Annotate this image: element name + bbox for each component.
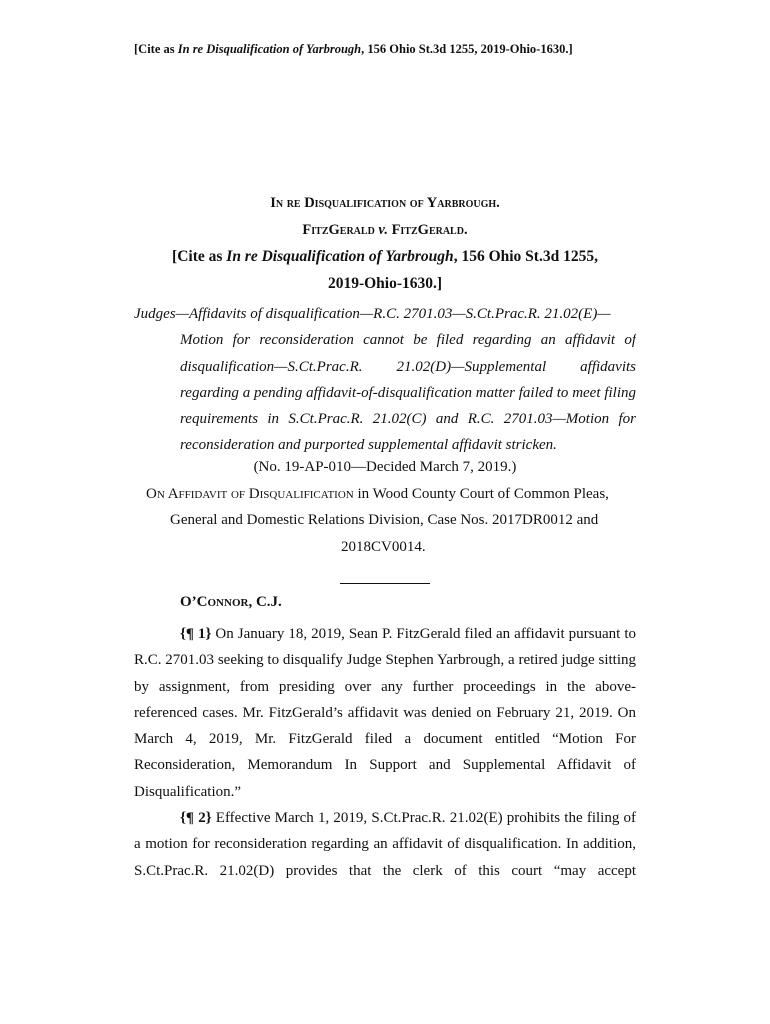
running-head-suffix: , 156 Ohio St.3d 1255, 2019-Ohio-1630.]	[361, 42, 573, 56]
paragraph-1-line: referenced cases. Mr. FitzGerald’s affidavit was denied on February 21, 2019. On	[134, 704, 636, 721]
proceeding-line3: 2018CV0014.	[341, 539, 426, 555]
opinion-author: O’Connor, C.J.	[180, 594, 282, 610]
opinion-body	[134, 621, 636, 884]
case-caption-line1: In re Disqualification of Yarbrough.	[270, 195, 500, 211]
caption-cite-suffix: , 156 Ohio St.3d 1255,	[453, 248, 598, 265]
running-head-prefix: [Cite as	[134, 42, 178, 56]
versus: v.	[378, 222, 388, 238]
syllabus-line: reconsideration and purported supplemental affidavit stricken.	[180, 437, 557, 454]
paragraph-2-line	[134, 805, 636, 831]
syllabus	[134, 301, 636, 459]
paragraph-1-line: Reconsideration, Memorandum In Support and Supplemental Affidavit of	[134, 757, 636, 774]
paragraph-2-line: S.Ct.Prac.R. 21.02(D) provides that the clerk of this court “may accept	[134, 862, 636, 879]
proceeding-type: On Affidavit of Disqualification	[146, 486, 354, 502]
case-caption-parties	[134, 222, 636, 239]
proceeding-line2: General and Domestic Relations Division, Case Nos. 2017DR0012 and	[170, 512, 599, 528]
paragraph-1-line: Disqualification.”	[134, 783, 242, 800]
syllabus-line: Motion for reconsideration cannot be filed regarding an affidavit of	[180, 332, 636, 349]
paragraph-marker: {¶ 2}	[180, 810, 212, 827]
paragraph-1-line: R.C. 2701.03 seeking to disqualify Judge Stephen Yarbrough, a retired judge sitting	[134, 652, 636, 669]
proceeding-court: in Wood County Court of Common Pleas,	[353, 486, 609, 502]
syllabus-line: requirements in S.Ct.Prac.R. 21.02(C) and R.C. 2701.03—Motion for	[180, 411, 636, 428]
running-head-case-name: In re Disqualification of Yarbrough	[177, 42, 362, 56]
paragraph-1-line: by assignment, from presiding over any further proceedings in the above-	[134, 678, 636, 695]
party-a: FitzGerald	[302, 222, 375, 238]
syllabus-line: disqualification—S.Ct.Prac.R. 21.02(D)—Supplemental affidavits	[180, 358, 636, 375]
syllabus-line: regarding a pending affidavit-of-disqualification matter failed to meet filing	[180, 384, 636, 401]
paragraph-text: On January 18, 2019, Sean P. FitzGerald filed an affidavit pursuant to	[211, 626, 636, 642]
proceeding-line1	[146, 486, 609, 503]
paragraph-1-line: March 4, 2019, Mr. FitzGerald filed a document entitled “Motion For	[134, 731, 636, 748]
running-head-citation	[134, 42, 573, 57]
party-b: FitzGerald.	[391, 222, 468, 238]
syllabus-line: Judges—Affidavits of disqualification—R.C. 2701.03—S.Ct.Prac.R. 21.02(E)—	[134, 306, 611, 322]
caption-cite-case-name: In re Disqualification of Yarbrough	[226, 248, 454, 265]
paragraph-1-line	[134, 621, 636, 647]
caption-citation-line2: 2019-Ohio-1630.]	[327, 275, 443, 292]
separator-rule	[340, 583, 430, 584]
paragraph-marker: {¶ 1}	[180, 626, 212, 642]
caption-cite-prefix: [Cite as	[172, 248, 227, 265]
docket-line: (No. 19-AP-010—Decided March 7, 2019.)	[253, 459, 517, 475]
caption-citation-line1	[134, 248, 636, 266]
paragraph-2-line: a motion for reconsideration regarding an affidavit of disqualification. In addition,	[134, 836, 636, 853]
paragraph-text: Effective March 1, 2019, S.Ct.Prac.R. 21.02(E) prohibits the filing of	[211, 810, 636, 827]
